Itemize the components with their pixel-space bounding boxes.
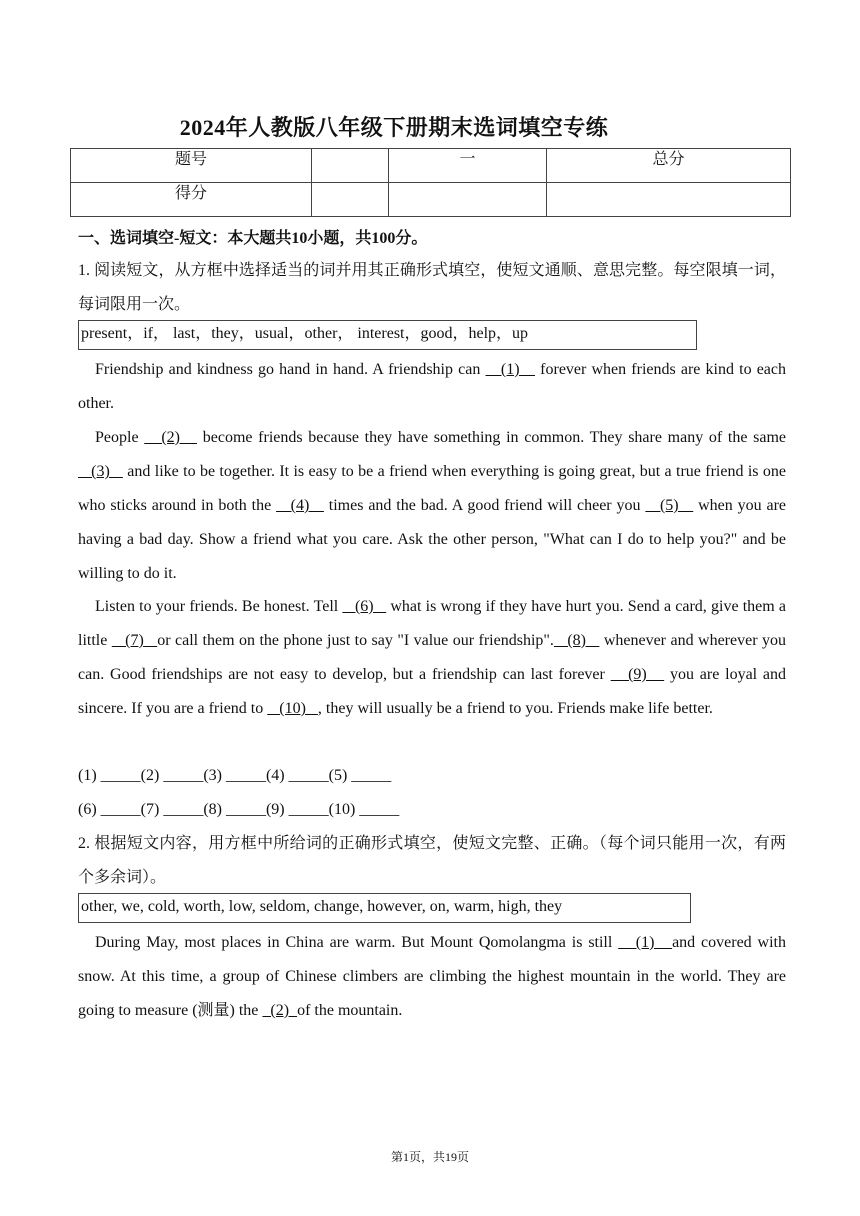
q2-word-box: other, we, cold, worth, low, seldom, change, however, on, warm, high, they bbox=[78, 893, 691, 923]
passage-text: forever when friends are kind to each other. bbox=[78, 361, 787, 412]
table-cell bbox=[389, 183, 547, 217]
score-table bbox=[70, 148, 791, 217]
table-cell: 一 bbox=[389, 149, 547, 183]
passage-text: whenever and wherever you can. Good friendships are not easy to develop, but a friendship can last forever bbox=[78, 632, 787, 683]
q1-instruction: 1. 阅读短文，从方框中选择适当的词并用其正确形式填空，使短文通顺、意思完整。每空限填一词，每词限用一次。 bbox=[78, 262, 786, 313]
blank-1[interactable]: (1) bbox=[485, 361, 536, 378]
passage-text: times and the bad. A good friend will cheer you bbox=[323, 497, 646, 514]
blank-3[interactable]: (3) bbox=[78, 463, 123, 480]
passage-text: become friends because they have something in common. They share many of the same bbox=[197, 429, 787, 446]
passage-text: Friendship and kindness go hand in hand. A friendship can bbox=[95, 361, 486, 378]
table-cell bbox=[312, 183, 389, 217]
q1-paragraph-2 bbox=[78, 421, 786, 591]
passage-text: People bbox=[95, 429, 145, 446]
passage-text: you are loyal and sincere. If you are a friend to bbox=[78, 666, 787, 717]
table-cell bbox=[312, 149, 389, 183]
blank-7[interactable]: (7) bbox=[111, 632, 158, 649]
blank-2[interactable]: (2) bbox=[144, 429, 198, 446]
table-cell bbox=[547, 183, 791, 217]
q1-word-box: present，if， last，they，usual，other， interest，good，help，up bbox=[78, 320, 697, 350]
q2-instruction: 2. 根据短文内容，用方框中所给词的正确形式填空，使短文完整、正确。（每个词只能用一次，有两个多余词）。 bbox=[78, 835, 786, 886]
blank-8[interactable]: (8) bbox=[553, 632, 600, 649]
passage-text: , they will usually be a friend to you. Friends make life better. bbox=[317, 700, 713, 717]
blank-9[interactable]: (9) bbox=[610, 666, 665, 683]
passage-text: when you are having a bad day. Show a friend what you care. Ask the other person, "What can I do to help you?" and be willing to do it. bbox=[78, 497, 787, 582]
answer-line-2: (6) _____(7) _____(8) _____(9) _____(10) _____ bbox=[78, 801, 400, 818]
blank-4[interactable]: (4) bbox=[276, 497, 324, 514]
table-cell: 题号 bbox=[71, 149, 312, 183]
score-table-row bbox=[71, 183, 791, 217]
passage-text: what is wrong if they have hurt you. Send a card, give them a little bbox=[78, 598, 787, 649]
table-cell: 总分 bbox=[547, 149, 791, 183]
blank-6[interactable]: (6) bbox=[342, 598, 387, 615]
passage-text: and covered with snow. At this time, a group of Chinese climbers are climbing the highest mountain in the world. They are going to measure (测量) the bbox=[78, 934, 786, 1019]
section-heading: 一、选词填空-短文：本大题共10小题，共100分。 bbox=[78, 230, 428, 247]
page-footer: 第1页，共19页 bbox=[390, 1150, 469, 1164]
answer-line-1: (1) _____(2) _____(3) _____(4) _____(5) _____ bbox=[78, 767, 392, 784]
passage-text: and like to be together. It is easy to be a friend when everything is going great, but a true friend is one who sticks around in both the bbox=[78, 463, 786, 514]
blank-5[interactable]: (5) bbox=[645, 497, 694, 514]
q2-paragraph-1 bbox=[78, 926, 786, 1028]
page-title: 2024年人教版八年级下册期末选词填空专练 bbox=[179, 115, 609, 140]
passage-text: Listen to your friends. Be honest. Tell bbox=[95, 598, 343, 615]
blank-10[interactable]: (10) bbox=[267, 700, 318, 717]
blank-1[interactable]: (1) bbox=[618, 934, 673, 951]
q1-paragraph-3 bbox=[78, 590, 786, 726]
passage-text: or call them on the phone just to say "I value our friendship". bbox=[157, 632, 554, 649]
table-cell: 得分 bbox=[71, 183, 312, 217]
passage-text: During May, most places in China are warm. But Mount Qomolangma is still bbox=[95, 934, 619, 951]
q1-paragraph-1 bbox=[78, 353, 786, 421]
passage-text: of the mountain. bbox=[297, 1002, 403, 1019]
score-table-row bbox=[71, 149, 791, 183]
blank-2[interactable]: (2) bbox=[262, 1002, 298, 1019]
